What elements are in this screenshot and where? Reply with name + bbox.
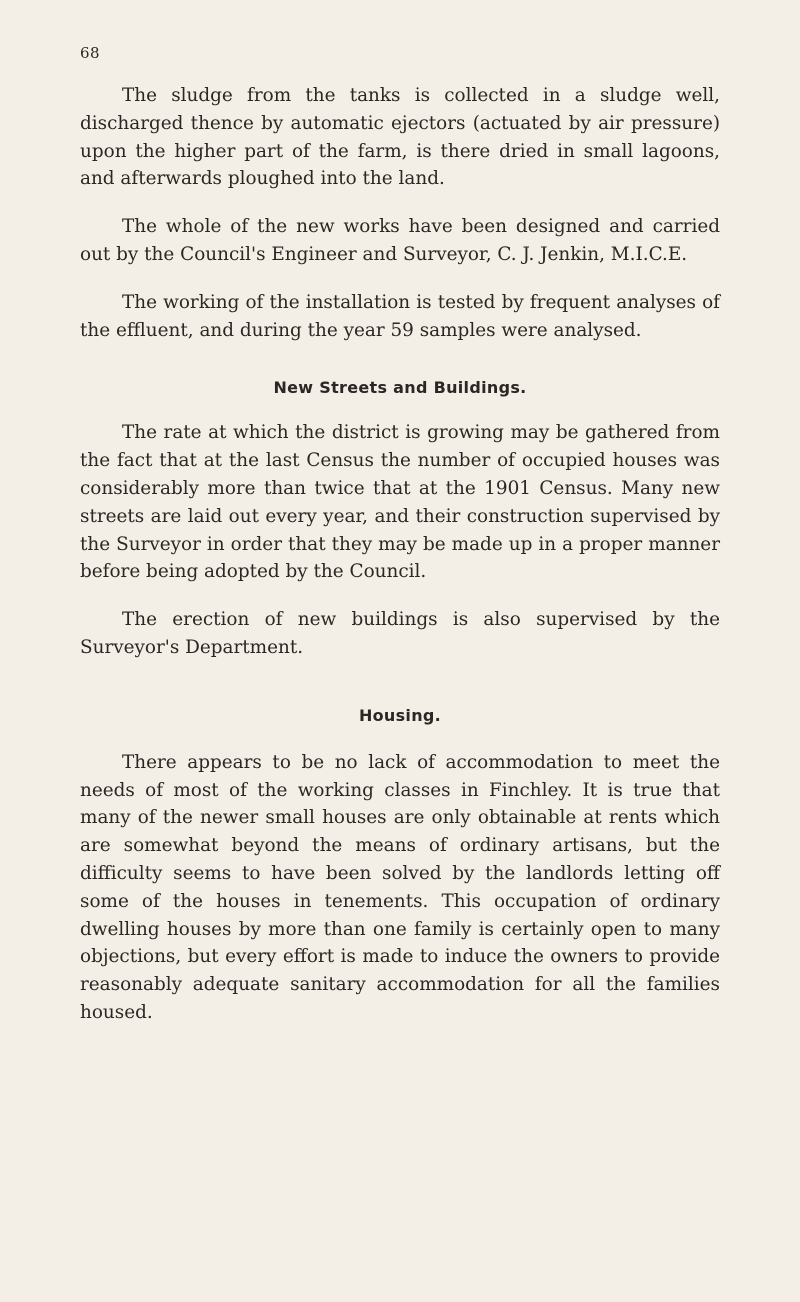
paragraph-new-buildings: The erection of new buildings is also supervised by the Surveyor's Department. <box>80 609 720 658</box>
paragraph-accommodation: There appears to be no lack of accommodation to meet the needs of most of the working classes in Finchley. It is true that many of the newer small houses are only obtainable at rents which are somewhat beyond the means of ordinary artisans, but the difficulty seems to have been solved by the landlords letting off some of the houses in tenements. This occupation of ordinary dwelling houses by more than one family is certainly open to many objections, but every effort is made to induce the owners to provide reasonably adequate sanitary accommodation for all the families housed. <box>80 751 720 1023</box>
paragraph-works-designed: The whole of the new works have been designed and carried out by the Council's Engineer and Surveyor, C. J. Jenkin, M.I.C.E. <box>80 216 720 265</box>
page-number: 68 <box>80 44 101 62</box>
heading-housing: Housing. <box>358 705 442 725</box>
paragraph-district-growth: The rate at which the district is growing may be gathered from the fact that at the last Census the number of occupied houses was considerably more than twice that at the 1901 Census. Many new streets are laid out every year, and their construction supervised by the Surveyor in order that they may be made up in a proper manner before being adopted by the Council. <box>80 422 720 583</box>
paragraph-installation-tested: The working of the installation is tested by frequent analyses of the effluent, and during the year 59 samples were analysed. <box>80 291 720 341</box>
body-text <box>80 82 720 1047</box>
paragraph-sludge: The sludge from the tanks is collected in a sludge well, discharged thence by automatic ejectors (actuated by air pressure) upon the higher part of the farm, is there dried in small lagoons, and afterwards ploughed into the land. <box>80 85 720 190</box>
heading-new-streets: New Streets and Buildings. <box>273 378 527 398</box>
